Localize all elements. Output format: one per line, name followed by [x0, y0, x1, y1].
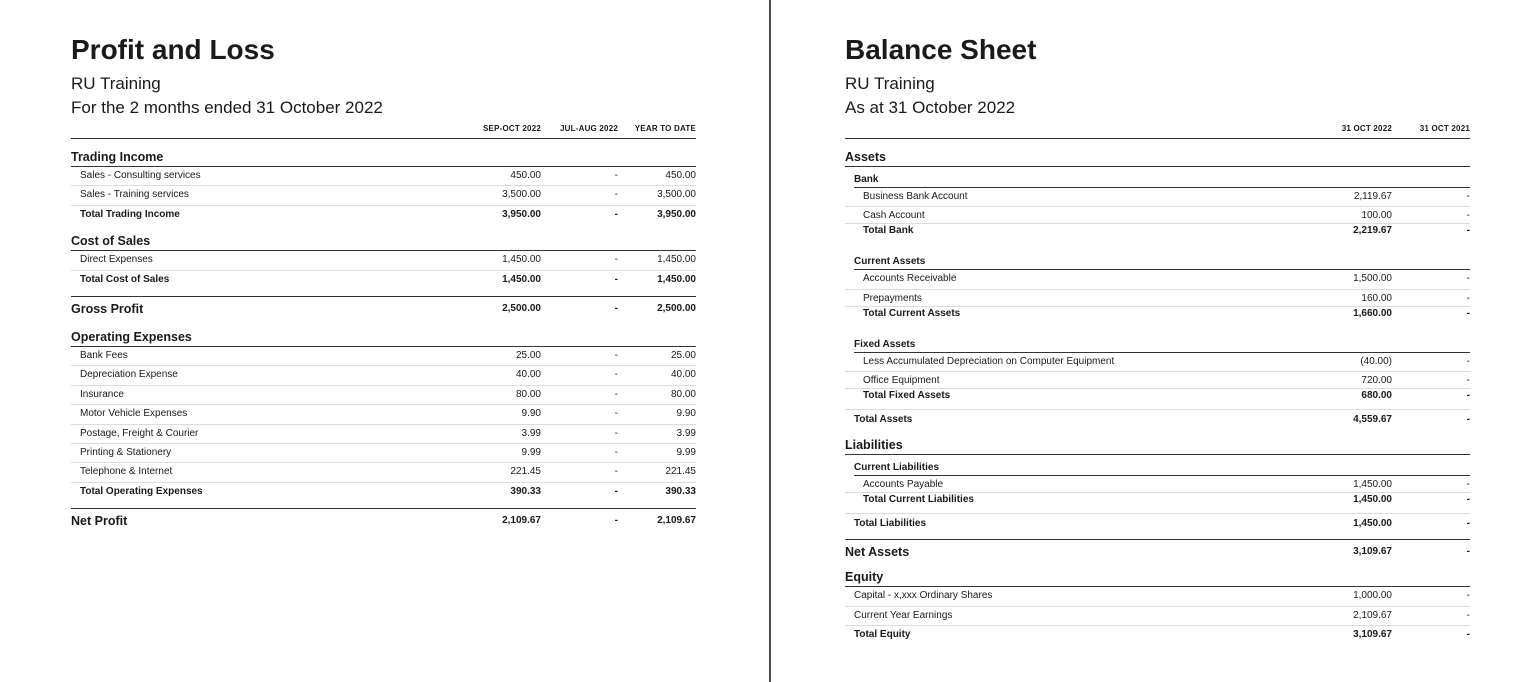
organisation-name: RU Training	[71, 74, 161, 93]
table-row	[71, 444, 696, 463]
row-value: -	[1466, 590, 1470, 602]
table-row	[845, 372, 1470, 389]
section-heading: Cost of Sales	[71, 233, 696, 251]
row-value: 3.99	[676, 427, 696, 439]
column-header: JUL-AUG 2022	[560, 124, 618, 133]
column-headers	[71, 122, 696, 139]
row-value: 2,500.00	[502, 302, 541, 314]
row-label: Accounts Payable	[863, 479, 944, 491]
total-row	[845, 493, 1470, 507]
section-heading: Operating Expenses	[71, 329, 696, 347]
table-row	[71, 463, 696, 482]
row-value: -	[1466, 292, 1470, 304]
row-value: 80.00	[515, 388, 541, 400]
row-value: 100.00	[1361, 210, 1392, 222]
table-row	[845, 207, 1470, 224]
row-value: -	[614, 466, 618, 478]
row-label: Net Profit	[71, 514, 128, 529]
row-value: 2,219.67	[1353, 225, 1392, 237]
group-heading: Current Assets	[854, 255, 1470, 270]
row-value: 80.00	[670, 388, 696, 400]
net-profit-row	[71, 508, 696, 533]
row-label: Business Bank Account	[863, 191, 968, 202]
row-value: 3,950.00	[657, 208, 696, 220]
row-value: 1,450.00	[657, 254, 696, 266]
row-value: -	[1466, 494, 1470, 506]
column-header: YEAR TO DATE	[634, 124, 696, 133]
row-value: 9.90	[521, 408, 541, 420]
row-value: -	[1466, 191, 1470, 202]
row-label: Gross Profit	[71, 301, 144, 316]
total-row	[845, 389, 1470, 403]
row-label: Total Current Liabilities	[863, 494, 974, 506]
column-header: 31 OCT 2022	[1341, 124, 1392, 133]
row-value: 1,000.00	[1353, 590, 1392, 602]
row-label: Motor Vehicle Expenses	[80, 408, 188, 420]
total-row	[845, 626, 1470, 644]
row-value: 1,450.00	[1353, 494, 1392, 506]
row-value: -	[1466, 479, 1470, 491]
row-value: 9.90	[676, 408, 696, 420]
row-value: 1,450.00	[502, 254, 541, 266]
report-period: As at 31 October 2022	[845, 98, 1016, 117]
section-assets	[845, 149, 1470, 429]
row-value: (40.00)	[1360, 355, 1392, 367]
row-label: Net Assets	[845, 545, 910, 560]
row-value: 3,950.00	[502, 208, 541, 220]
group-heading: Current Liabilities	[854, 461, 1470, 476]
row-label: Less Accumulated Depreciation on Computer Equipment	[863, 355, 1115, 367]
section-liabilities	[845, 437, 1470, 533]
table-row	[845, 587, 1470, 606]
row-label: Insurance	[80, 388, 124, 400]
row-value: -	[614, 515, 618, 527]
row-label: Cash Account	[863, 210, 925, 222]
row-label: Accounts Receivable	[863, 273, 957, 285]
table-row	[845, 270, 1470, 289]
table-row	[71, 251, 696, 270]
row-label: Sales - Consulting services	[80, 170, 201, 181]
row-value: 1,660.00	[1353, 307, 1392, 319]
row-value: 160.00	[1361, 292, 1392, 304]
group-fixed-assets	[845, 338, 1470, 403]
section-heading: Trading Income	[71, 149, 696, 167]
section-cost-of-sales	[71, 233, 696, 289]
total-assets-row	[845, 409, 1470, 429]
row-value: -	[1466, 390, 1470, 402]
row-value: 450.00	[665, 170, 696, 181]
report-period: For the 2 months ended 31 October 2022	[71, 98, 383, 117]
row-value: -	[1466, 375, 1470, 387]
row-label: Total Cost of Sales	[80, 273, 170, 285]
gross-profit-row	[71, 296, 696, 321]
row-value: -	[614, 189, 618, 201]
table-row	[845, 353, 1470, 372]
organisation-name: RU Training	[845, 74, 935, 93]
table-row	[71, 167, 696, 186]
row-value: -	[614, 273, 618, 285]
row-label: Direct Expenses	[80, 254, 153, 266]
page-divider	[769, 0, 771, 682]
row-value: -	[1466, 628, 1470, 640]
row-label: Current Year Earnings	[854, 609, 953, 621]
row-value: -	[1466, 273, 1470, 285]
row-value: -	[1466, 225, 1470, 237]
row-value: -	[614, 485, 618, 497]
row-label: Total Current Assets	[863, 307, 961, 319]
section-equity	[845, 569, 1470, 644]
row-value: 25.00	[670, 349, 696, 361]
row-label: Total Equity	[854, 628, 911, 640]
table-row	[71, 425, 696, 444]
row-label: Capital - x,xxx Ordinary Shares	[854, 590, 993, 602]
row-value: -	[1466, 355, 1470, 367]
row-label: Printing & Stationery	[80, 446, 172, 458]
row-value: -	[614, 369, 618, 381]
group-current-liabilities	[845, 461, 1470, 507]
row-label: Total Trading Income	[80, 208, 180, 220]
table-row	[71, 347, 696, 366]
total-row	[71, 271, 696, 289]
profit-and-loss-report	[71, 30, 696, 533]
row-value: 25.00	[515, 349, 541, 361]
group-current-assets	[845, 255, 1470, 320]
row-value: 40.00	[670, 369, 696, 381]
row-value: 1,450.00	[1353, 479, 1392, 491]
table-row	[71, 366, 696, 385]
row-value: 3,500.00	[657, 189, 696, 201]
table-row	[845, 188, 1470, 207]
row-value: -	[614, 302, 618, 314]
row-value: 221.45	[665, 466, 696, 478]
row-value: 9.99	[521, 446, 541, 458]
row-value: 720.00	[1361, 375, 1392, 387]
total-liabilities-row	[845, 513, 1470, 533]
table-row	[845, 607, 1470, 626]
section-trading-income	[71, 149, 696, 224]
table-row	[71, 186, 696, 205]
row-value: -	[1466, 210, 1470, 222]
row-value: 2,109.67	[657, 515, 696, 527]
row-value: -	[614, 427, 618, 439]
total-row	[71, 483, 696, 501]
row-label: Total Operating Expenses	[80, 485, 203, 497]
row-label: Depreciation Expense	[80, 369, 178, 381]
row-value: 9.99	[676, 446, 696, 458]
row-label: Bank Fees	[80, 349, 128, 361]
table-row	[845, 476, 1470, 493]
row-value: 1,450.00	[502, 273, 541, 285]
section-operating-expenses	[71, 329, 696, 501]
total-row	[845, 307, 1470, 321]
row-value: 390.33	[665, 485, 696, 497]
row-value: 3,109.67	[1353, 546, 1392, 558]
row-value: 450.00	[510, 170, 541, 181]
section-heading: Assets	[845, 149, 1470, 167]
row-value: -	[1466, 546, 1470, 558]
net-assets-row	[845, 539, 1470, 564]
row-value: -	[1466, 518, 1470, 530]
row-value: -	[614, 388, 618, 400]
row-value: 1,450.00	[1353, 518, 1392, 530]
row-value: 3,500.00	[502, 189, 541, 201]
column-header: 31 OCT 2021	[1419, 124, 1470, 133]
table-row	[71, 386, 696, 405]
row-value: -	[614, 408, 618, 420]
row-label: Total Fixed Assets	[863, 390, 951, 402]
row-value: -	[614, 170, 618, 181]
row-value: 680.00	[1361, 390, 1392, 402]
row-value: -	[614, 446, 618, 458]
section-heading: Equity	[845, 569, 1470, 587]
total-row	[845, 224, 1470, 238]
row-value: 2,119.67	[1353, 191, 1392, 202]
row-value: -	[1466, 609, 1470, 621]
row-value: 3.99	[521, 427, 541, 439]
table-row	[71, 405, 696, 424]
group-heading: Bank	[854, 173, 1470, 188]
column-headers	[845, 122, 1470, 139]
row-label: Total Liabilities	[854, 518, 927, 530]
row-value: 4,559.67	[1353, 414, 1392, 426]
row-value: -	[1466, 414, 1470, 426]
row-label: Total Assets	[854, 414, 913, 426]
row-value: -	[614, 349, 618, 361]
row-label: Office Equipment	[863, 375, 940, 387]
row-value: 2,109.67	[1353, 609, 1392, 621]
row-value: 221.45	[510, 466, 541, 478]
row-value: -	[1466, 307, 1470, 319]
table-row	[845, 290, 1470, 307]
row-value: 390.33	[510, 485, 541, 497]
row-label: Total Bank	[863, 225, 914, 237]
row-value: 2,109.67	[502, 515, 541, 527]
row-value: 1,450.00	[657, 273, 696, 285]
row-label: Prepayments	[863, 292, 922, 304]
balance-sheet-report	[845, 30, 1470, 644]
total-row	[71, 206, 696, 224]
row-label: Sales - Training services	[80, 189, 189, 201]
row-value: 3,109.67	[1353, 628, 1392, 640]
row-value: 2,500.00	[657, 302, 696, 314]
column-header: SEP-OCT 2022	[483, 124, 541, 133]
group-bank	[845, 173, 1470, 238]
report-title: Balance Sheet	[845, 34, 1037, 65]
row-value: 1,500.00	[1353, 273, 1392, 285]
row-label: Postage, Freight & Courier	[80, 427, 199, 439]
section-heading: Liabilities	[845, 437, 1470, 455]
row-value: 40.00	[515, 369, 541, 381]
report-title: Profit and Loss	[71, 34, 275, 65]
row-value: -	[614, 208, 618, 220]
row-value: -	[614, 254, 618, 266]
row-label: Telephone & Internet	[80, 466, 173, 478]
group-heading: Fixed Assets	[854, 338, 1470, 353]
